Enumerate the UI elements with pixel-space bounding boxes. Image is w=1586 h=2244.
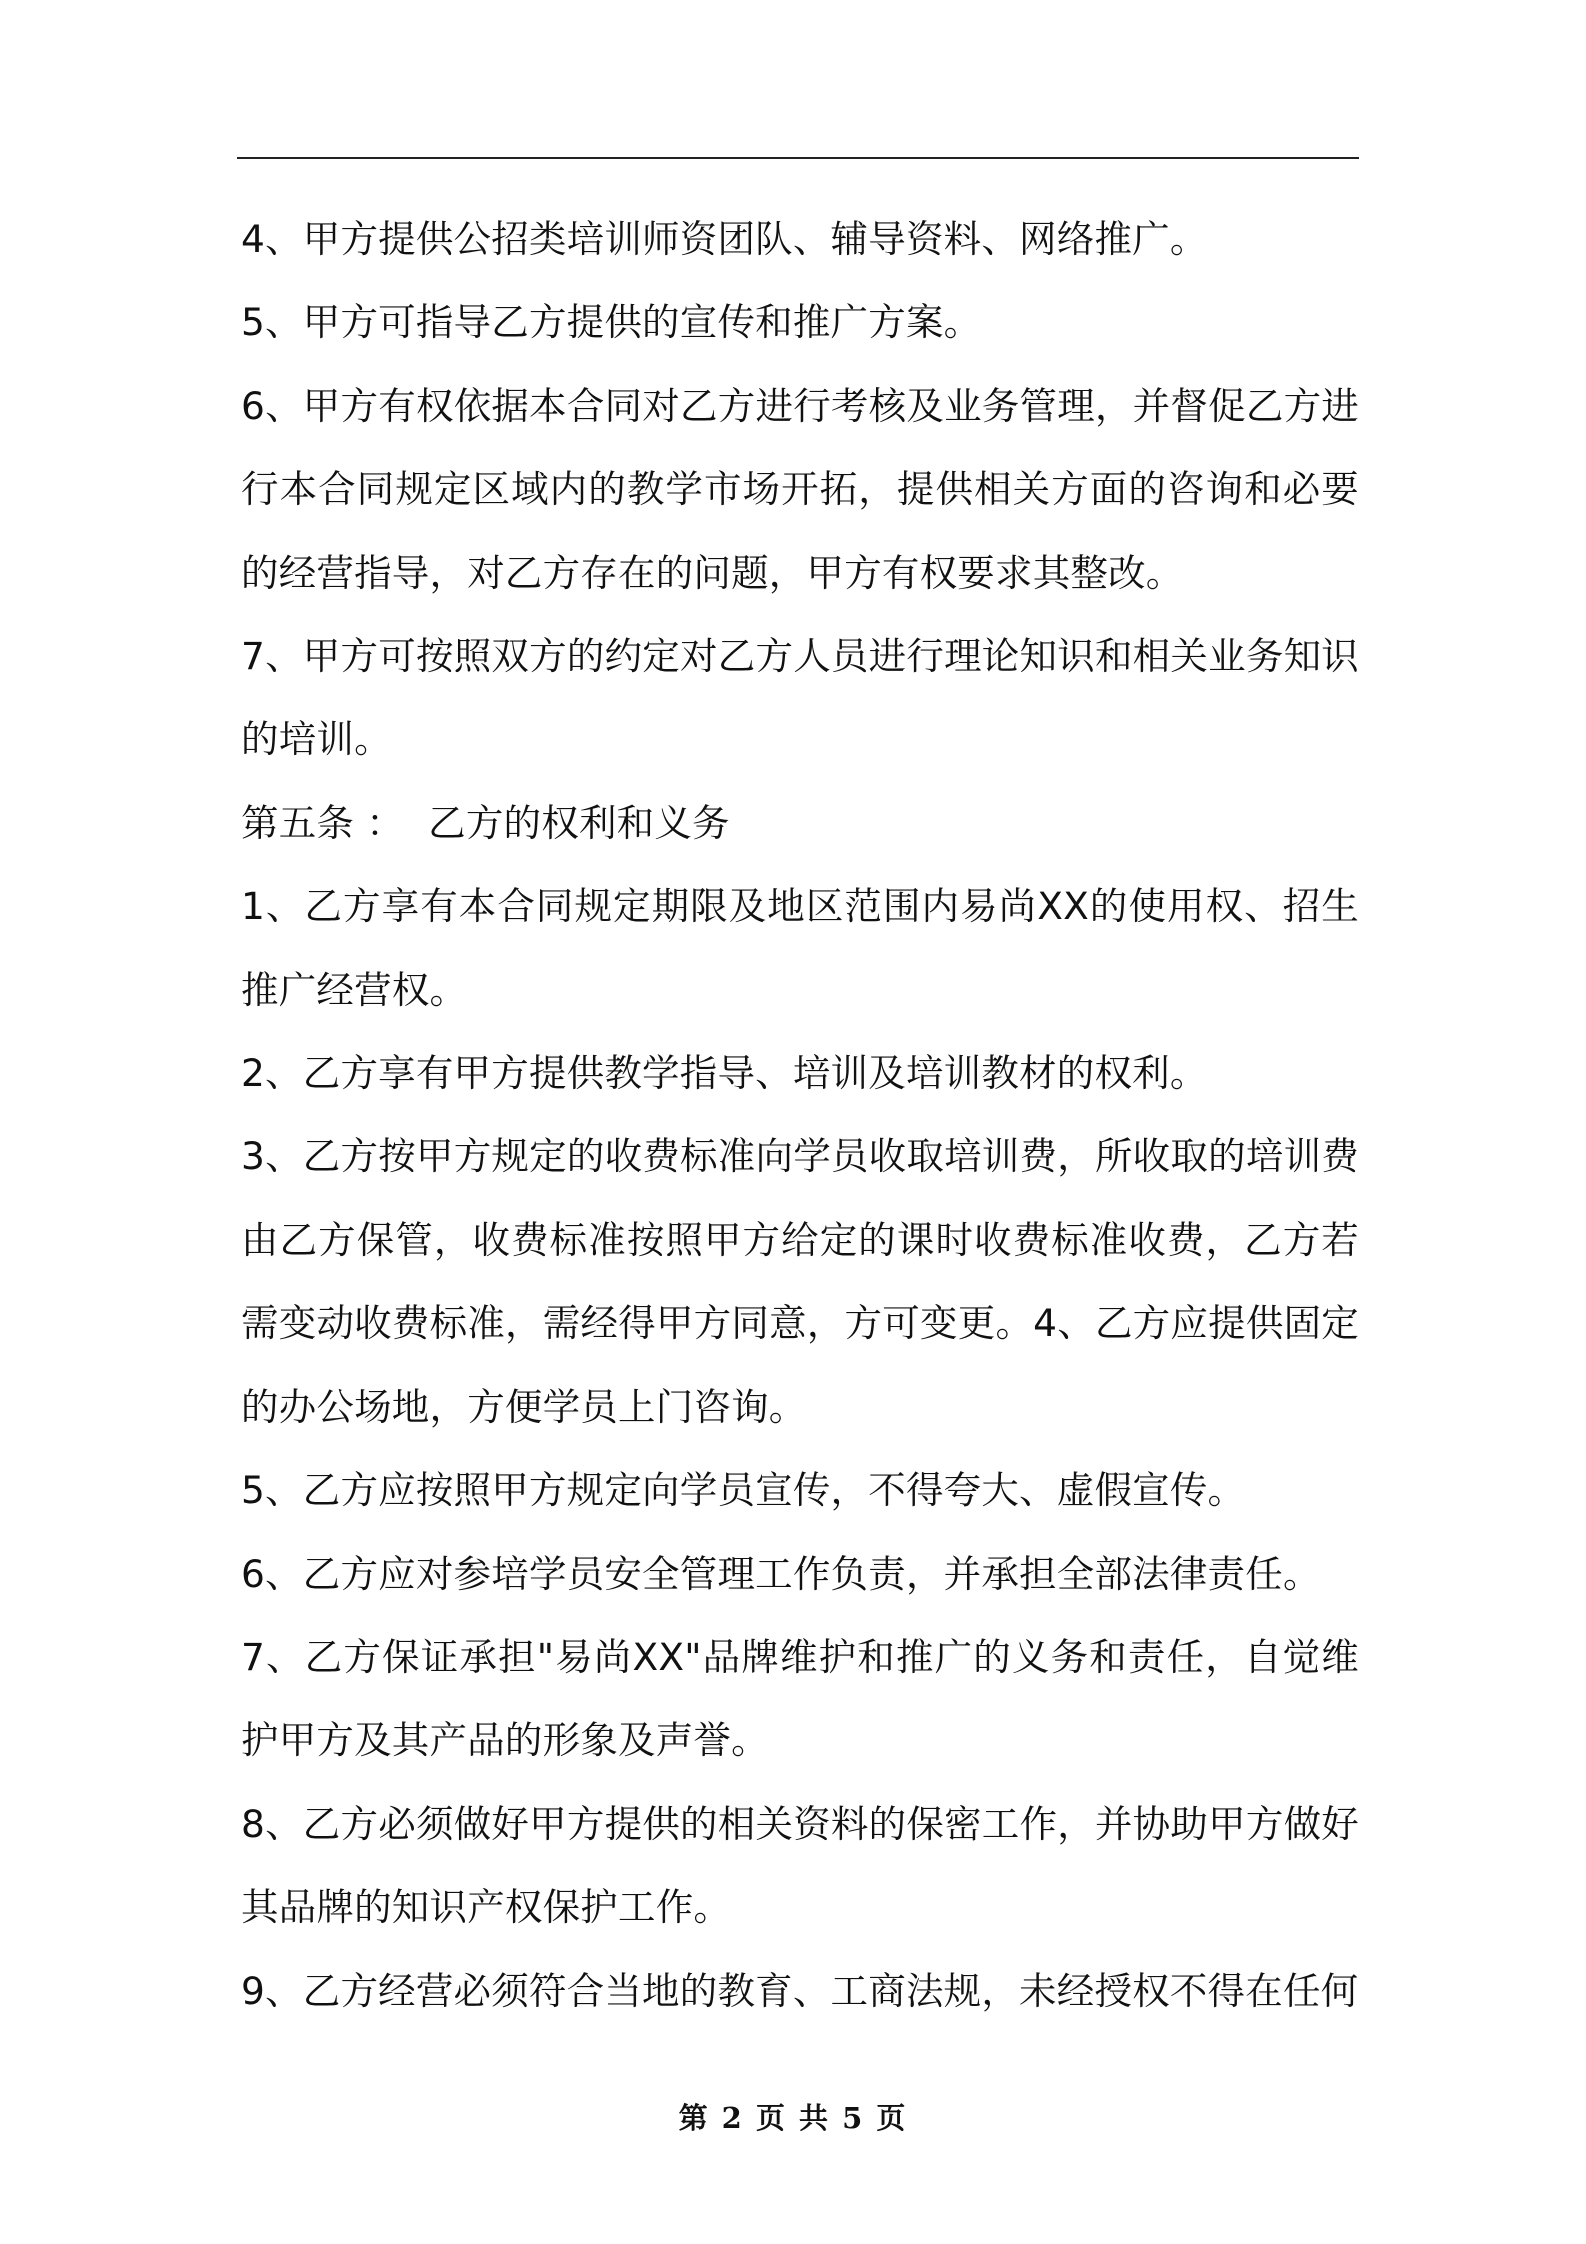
paragraph-b-clause-8: 8、乙方必须做好甲方提供的相关资料的保密工作，并协助甲方做好其品牌的知识产权保护工作。 <box>241 1801 1359 1930</box>
paragraph-b-clause-2: 2、乙方享有甲方提供教学指导、培训及培训教材的权利。 <box>241 1051 1208 1096</box>
section-heading-article-5: 第五条 ： 乙方的权利和义务 <box>241 800 730 845</box>
header-rule <box>237 157 1359 159</box>
paragraph-clause-6: 6、甲方有权依据本合同对乙方进行考核及业务管理，并督促乙方进行本合同规定区域内的教学市场开拓，提供相关方面的咨询和必要的经营指导，对乙方存在的问题，甲方有权要求其整改。 <box>241 383 1359 595</box>
paragraph-b-clause-9: 9、乙方经营必须符合当地的教育、工商法规，未经授权不得在任何 <box>241 1968 1359 2013</box>
paragraph-b-clause-3: 3、乙方按甲方规定的收费标准向学员收取培训费，所收取的培训费由乙方保管，收费标准按照甲方给定的课时收费标准收费，乙方若需变动收费标准，需经得甲方同意，方可变更。4、乙方应提供固定的办公场地，方便学员上门咨询。 <box>241 1134 1359 1429</box>
paragraph-clause-4: 4、甲方提供公招类培训师资团队、辅导资料、网络推广。 <box>241 217 1208 261</box>
paragraph-b-clause-5: 5、乙方应按照甲方规定向学员宣传，不得夸大、虚假宣传。 <box>241 1468 1246 1513</box>
paragraph-clause-5: 5、甲方可指导乙方提供的宣传和推广方案。 <box>241 300 982 345</box>
paragraph-clause-7: 7、甲方可按照双方的约定对乙方人员进行理论知识和相关业务知识的培训。 <box>241 634 1359 762</box>
paragraph-b-clause-6: 6、乙方应对参培学员安全管理工作负责，并承担全部法律责任。 <box>241 1551 1321 1596</box>
document-body <box>241 198 1359 2033</box>
paragraph-b-clause-7: 7、乙方保证承担"易尚XX"品牌维护和推广的义务和责任，自觉维护甲方及其产品的形象及声誉。 <box>241 1634 1359 1763</box>
page-number: 第 2 页 共 5 页 <box>678 2101 908 2135</box>
paragraph-b-clause-1: 1、乙方享有本合同规定期限及地区范围内易尚XX的使用权、招生推广经营权。 <box>241 884 1359 1012</box>
